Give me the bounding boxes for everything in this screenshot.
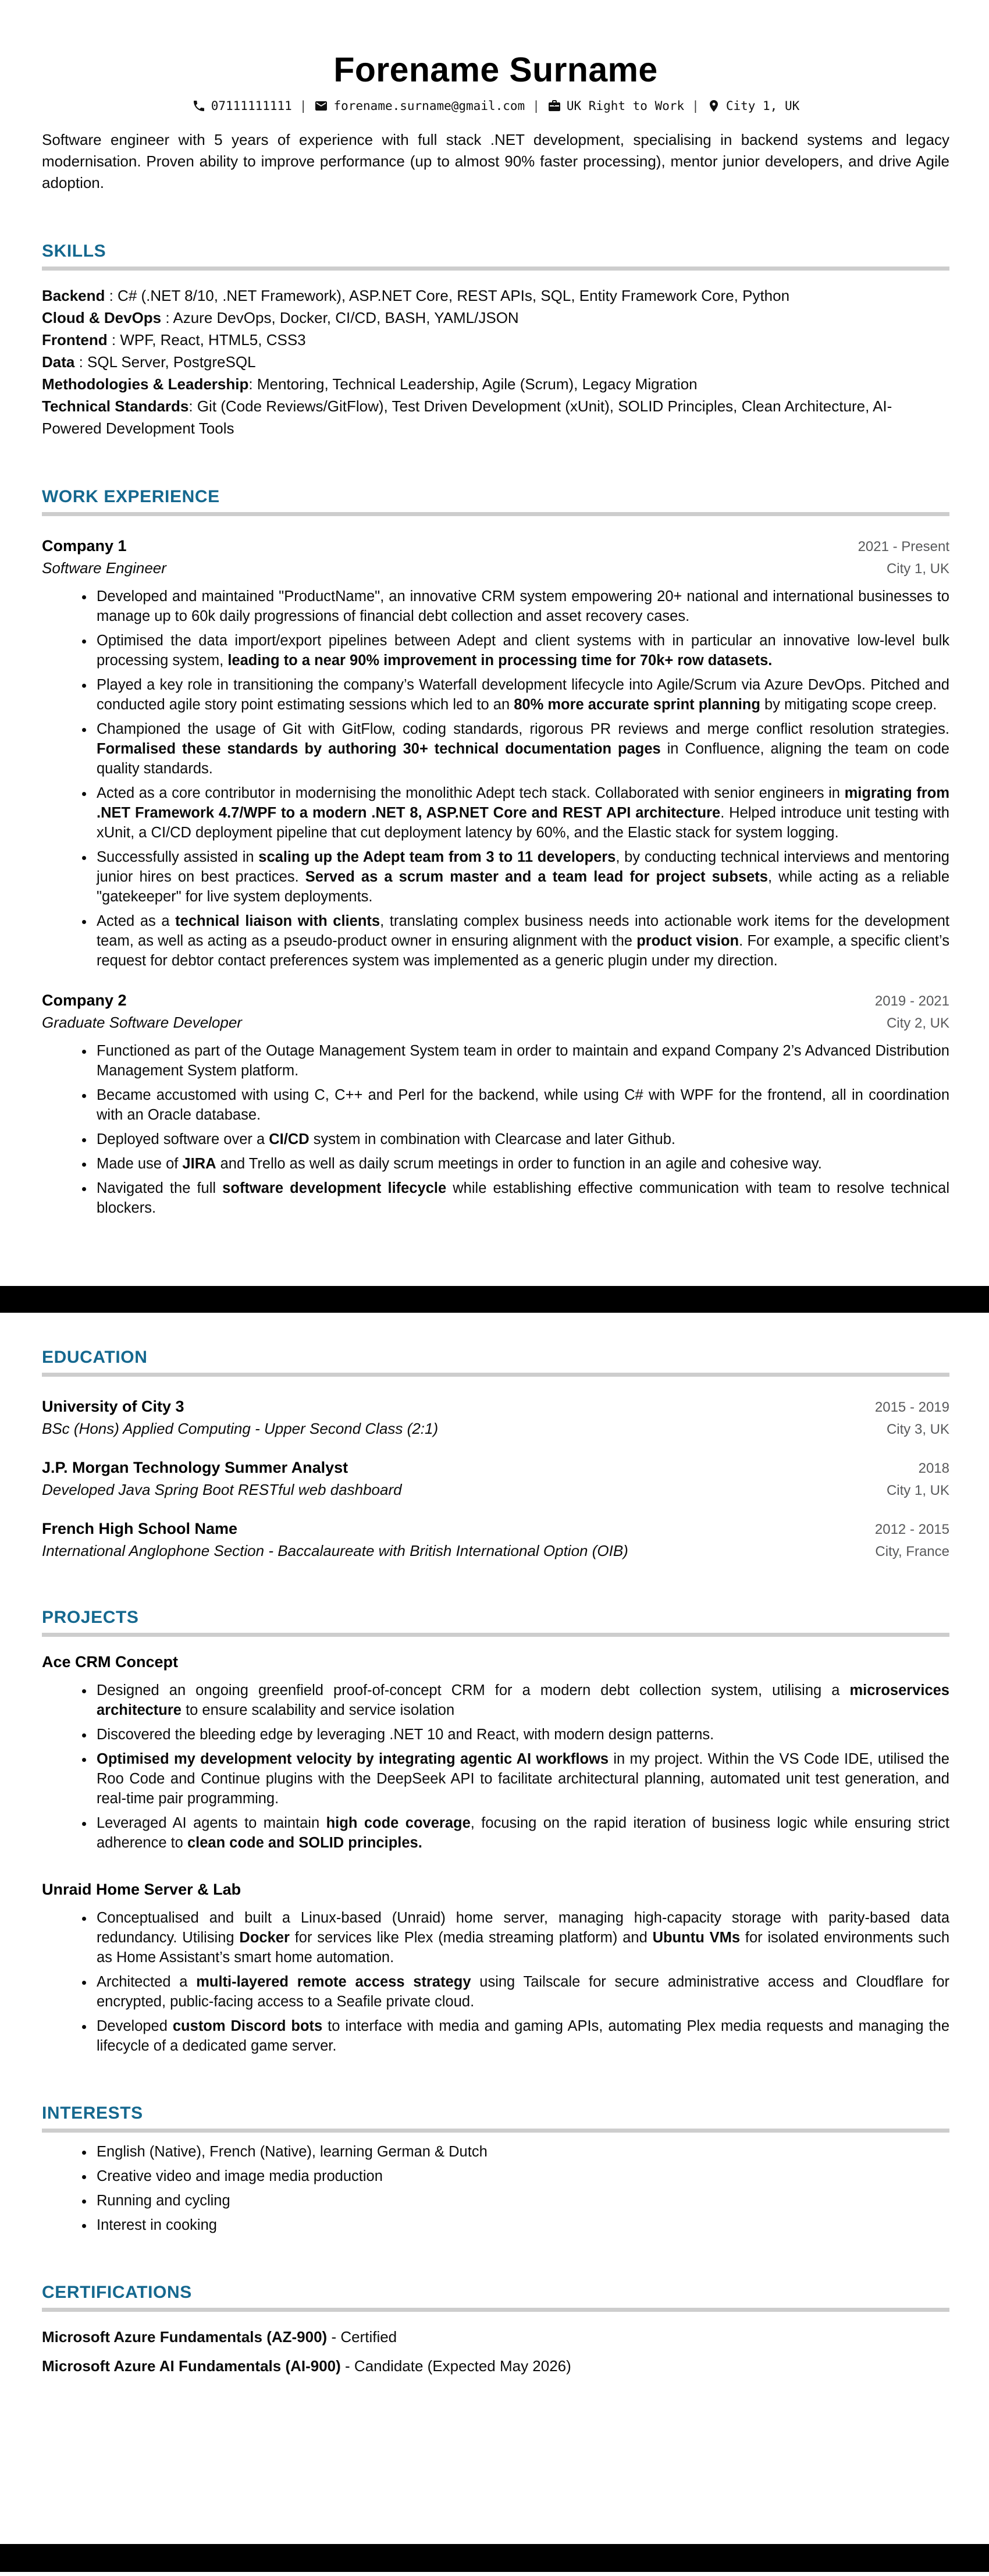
project-bullet: • Leveraged AI agents to maintain high code coverage, focusing on the rapid iteration of business logic while ensuring strict adherence to clean code and SOLID principles. [94,1813,949,1853]
section-rule [42,1633,949,1637]
section-rule [42,2129,949,2133]
degree: Developed Java Spring Boot RESTful web dashboard [42,1481,402,1498]
skill-row [42,373,949,395]
work-bullet: • Made use of JIRA and Trello as well as daily scrum meetings in order to function in an agile and cohesive way. [94,1154,949,1174]
section-rule [42,512,949,516]
certifications-list [42,2327,949,2376]
work-bullet: • Navigated the full software development lifecycle while establishing effective communication with team to resolve technical blockers. [94,1178,949,1218]
contact-location-text: City 1, UK [725,99,800,113]
section-education [42,1348,949,1560]
education-entry [42,1398,949,1438]
location-icon [707,99,721,113]
section-skills [42,241,949,439]
skill-value: : SQL Server, PostgreSQL [74,353,256,371]
work-entry-company-1 [42,537,949,971]
work-bullet: • Optimised the data import/export pipelines between Adept and client systems with in particular an innovative low-level bulk processing system, leading to a near 90% improvement in processing time for 70k+ row datasets. [94,631,949,670]
section-rule [42,2308,949,2312]
school-name: J.P. Morgan Technology Summer Analyst [42,1459,348,1476]
school-name: French High School Name [42,1520,238,1537]
phone-icon [192,99,206,113]
person-name: Forename Surname [333,51,658,89]
degree: BSc (Hons) Applied Computing - Upper Second Class (2:1) [42,1420,439,1437]
work-bullet: • Became accustomed with using C, C++ and Perl for the backend, while using C# with WPF for the frontend, all in coordination with an Oracle database. [94,1085,949,1125]
contact-work-status-text: UK Right to Work [566,99,685,113]
project-name: Unraid Home Server & Lab [42,1881,241,1898]
work-bullet: • Deployed software over a CI/CD system in combination with Clearcase and later Github. [94,1129,949,1149]
skill-value: : Mentoring, Technical Leadership, Agile (Scrum), Legacy Migration [248,375,698,393]
work-bullet: • Championed the usage of Git with GitFlow, coding standards, rigorous PR reviews and merge conflict resolution strategies. Formalised these standards by authoring 30+ technical documentation pages in Confluence, aligning the team on code quality standards. [94,719,949,779]
section-title-projects: PROJECTS [42,1608,139,1627]
job-title: Software Engineer [42,559,166,577]
section-title-skills: SKILLS [42,241,106,261]
skill-row [42,285,949,307]
project-name: Ace CRM Concept [42,1653,179,1671]
interest-item: • Running and cycling [94,2191,949,2211]
section-title-education: EDUCATION [42,1348,148,1367]
section-title-interests: INTERESTS [42,2104,143,2123]
section-interests [42,2104,949,2235]
interests-list [42,2142,949,2235]
work-location: City 1, UK [886,561,949,577]
skill-value: : C# (.NET 8/10, .NET Framework), ASP.NET Core, REST APIs, SQL, Entity Framework Core, Python [105,287,790,304]
education-dates: 2018 [918,1461,949,1476]
contact-email-text: forename.surname@gmail.com [333,99,525,113]
contact-separator: | [692,99,699,113]
work-bullet: • Successfully assisted in scaling up the Adept team from 3 to 11 developers, by conducting technical interviews and mentoring junior hires on best practices. Served as a scrum master and a team lead for project subsets, while acting as a reliable "gatekeeper" for live system deployments. [94,847,949,907]
section-projects [42,1608,949,2056]
project-bullet: • Developed custom Discord bots to interface with media and gaming APIs, automating Plex media requests and managing the lifecycle of a dedicated game server. [94,2016,949,2056]
project-bullet-list [42,1680,949,1853]
project-bullet: • Architected a multi-layered remote access strategy using Tailscale for secure administrative access and Cloudflare for encrypted, public-facing access to a Seafile private cloud. [94,1972,949,2012]
resume-page-2 [0,1313,989,2544]
contact-phone [192,99,292,113]
company-name: Company 2 [42,992,127,1009]
resume-page-1 [0,0,989,1286]
project-bullet: • Conceptualised and built a Linux-based (Unraid) home server, managing high-capacity storage with parity-based data redundancy. Utilising Docker for services like Plex (media streaming platform) and Ubuntu VMs for isolated environments such as Home Assistant’s smart home automation. [94,1908,949,1967]
work-bullet-list [42,587,949,971]
work-bullet: • Acted as a core contributor in modernising the monolithic Adept tech stack. Collaborated with senior engineers in migrating from .NET Framework 4.7/WPF to a modern .NET 8, ASP.NET Core and REST API architecture. Helped introduce unit testing with xUnit, a CI/CD deployment pipeline that cut deployment latency by 60%, and the Elastic stack for system logging. [94,783,949,843]
section-title-certifications: CERTIFICATIONS [42,2283,192,2302]
education-location: City, France [875,1544,949,1559]
education-dates: 2015 - 2019 [874,1399,949,1415]
project-bullet: • Designed an ongoing greenfield proof-of-concept CRM for a modern debt collection system, utilising a microservices architecture to ensure scalability and service isolation [94,1680,949,1720]
contact-phone-text: 07111111111 [211,99,292,113]
skills-list [42,285,949,439]
professional-summary: Software engineer with 5 years of experience with full stack .NET development, specialising in backend systems and legacy modernisation. Proven ability to improve performance (up to almost 90% faster processing), mentor junior developers, and drive Agile adoption. [42,131,949,191]
project-bullet: • Optimised my development velocity by integrating agentic AI workflows in my project. Within the VS Code IDE, utilised the Roo Code and Continue plugins with the DeepSeek API to facilitate architectural planning, automated unit test generation, and real-time pair programming. [94,1749,949,1808]
education-entry [42,1520,949,1560]
contact-location [707,99,799,113]
contact-separator: | [299,99,307,113]
skill-row [42,395,949,439]
work-dates: 2019 - 2021 [874,993,949,1009]
skill-value: : Git (Code Reviews/GitFlow), Test Driven Development (xUnit), SOLID Principles, Clean Architecture, AI-Powered Development Tools [42,397,892,437]
work-location: City 2, UK [886,1015,949,1031]
skill-value: : Azure DevOps, Docker, CI/CD, BASH, YAML/JSON [161,309,519,326]
skill-value: : WPF, React, HTML5, CSS3 [107,331,306,349]
skill-label: Data [42,353,75,371]
contact-work-status [547,99,684,113]
work-bullet-list [42,1041,949,1218]
briefcase-icon [547,99,561,113]
education-entry [42,1459,949,1499]
skill-label: Backend [42,287,105,304]
work-dates: 2021 - Present [858,539,949,555]
work-bullet: • Functioned as part of the Outage Management System team in order to maintain and expand Company 2’s Advanced Distribution Management System platform. [94,1041,949,1081]
work-bullet: • Developed and maintained "ProductName", an innovative CRM system empowering 20+ national and international businesses to manage up to 60k daily progressions of financial debt collection and asset recovery cases. [94,587,949,626]
interest-item: • Creative video and image media production [94,2166,949,2186]
work-bullet: • Played a key role in transitioning the company’s Waterfall development lifecycle into Agile/Scrum via Azure DevOps. Pitched and conducted agile story point estimating sessions which led to an 80% more accurate sprint planning by mitigating scope creep. [94,675,949,715]
certification-item: Microsoft Azure Fundamentals (AZ-900) - Certified [42,2328,397,2346]
page-separator [0,2544,989,2572]
skill-row [42,351,949,373]
work-entry-company-2 [42,992,949,1218]
education-location: City 3, UK [886,1422,949,1437]
skill-label: Methodologies & Leadership [42,375,249,393]
section-rule [42,267,949,271]
skill-row [42,307,949,329]
education-dates: 2012 - 2015 [874,1522,949,1537]
work-bullet: • Acted as a technical liaison with clients, translating complex business needs into actionable work items for the development team, as well as acting as a pseudo-product owner in ensuring alignment with the product vision. For example, a specific client’s request for debtor contact preferences system was implemented as a generic plugin under my direction. [94,911,949,971]
section-work-experience [42,487,949,1218]
interest-item: • Interest in cooking [94,2215,949,2235]
job-title: Graduate Software Developer [42,1014,242,1031]
skill-row [42,329,949,351]
page-separator [0,1286,989,1313]
section-title-work-experience: WORK EXPERIENCE [42,487,220,506]
project-bullet: • Discovered the bleeding edge by leveraging .NET 10 and React, with modern design patterns. [94,1725,949,1744]
degree: International Anglophone Section - Baccalaureate with British International Option (OIB) [42,1542,628,1559]
contact-separator: | [532,99,540,113]
education-location: City 1, UK [886,1483,949,1498]
section-certifications [42,2283,949,2376]
contact-line [42,99,949,113]
skill-label: Frontend [42,331,108,349]
contact-email [314,99,525,113]
page-margin [0,2572,989,2576]
skill-label: Cloud & DevOps [42,309,162,326]
email-icon [314,99,328,113]
interest-item: • English (Native), French (Native), learning German & Dutch [94,2142,949,2162]
section-rule [42,1373,949,1377]
skill-label: Technical Standards [42,397,189,415]
certification-item: Microsoft Azure AI Fundamentals (AI-900) - Candidate (Expected May 2026) [42,2357,571,2375]
project-bullet-list [42,1908,949,2056]
company-name: Company 1 [42,537,127,555]
school-name: University of City 3 [42,1398,184,1415]
